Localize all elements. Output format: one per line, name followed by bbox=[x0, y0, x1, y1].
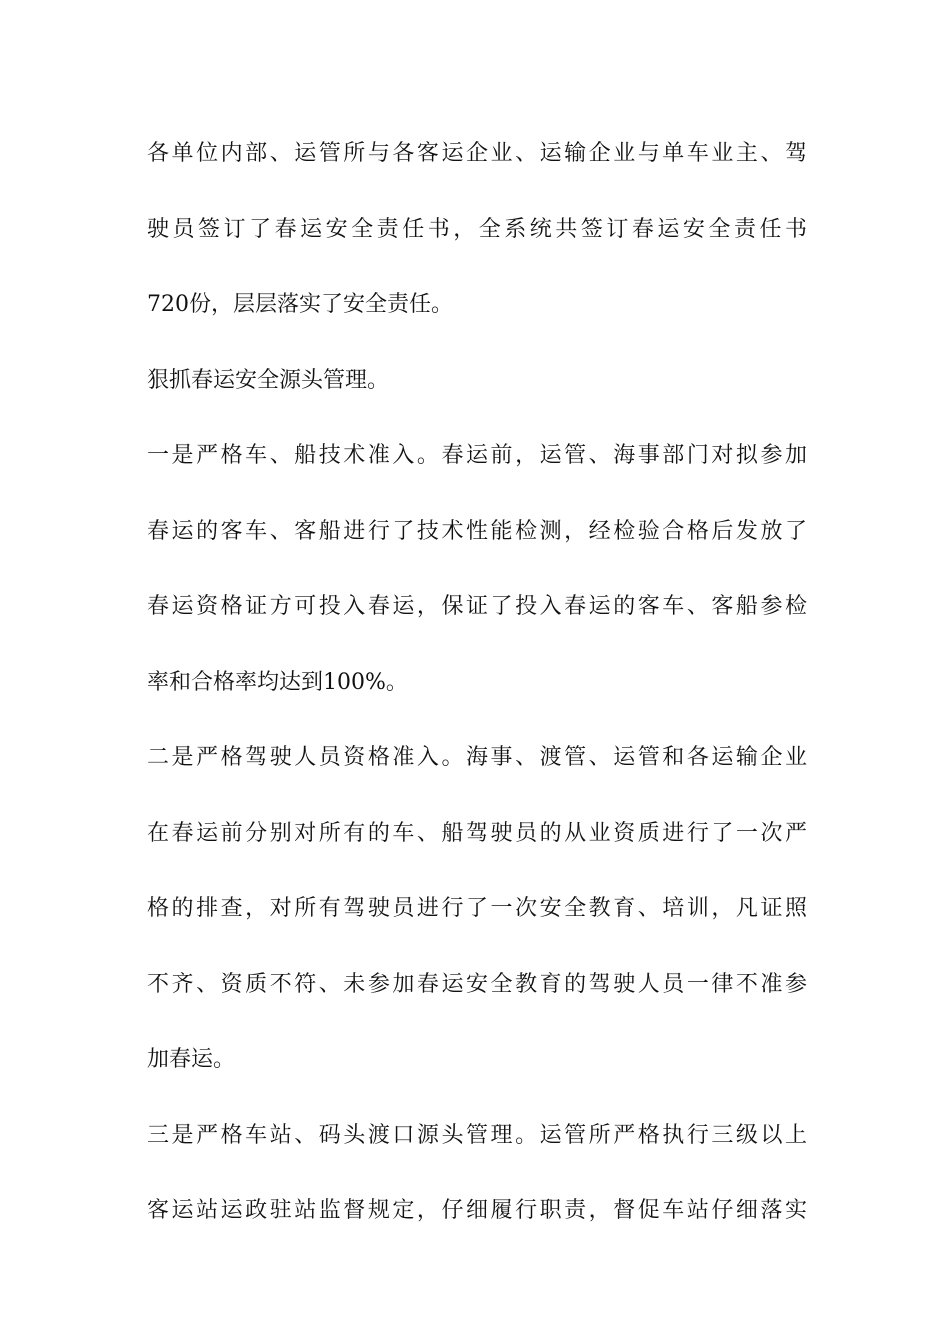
document-body bbox=[147, 132, 807, 1265]
paragraph-line: 720份，层层落实了安全责任。 bbox=[147, 292, 453, 317]
paragraph-line: 三是严格车站、码头渡口源头管理。运管所严格执行三级以上 bbox=[147, 1122, 807, 1148]
paragraph-line: 在春运前分别对所有的车、船驾驶员的从业资质进行了一次严 bbox=[147, 820, 807, 846]
paragraph-line: 一是严格车、船技术准入。春运前，运管、海事部门对拟参加 bbox=[147, 443, 807, 468]
paragraph-line: 率和合格率均达到100%。 bbox=[147, 669, 408, 695]
paragraph-line: 加春运。 bbox=[147, 1047, 236, 1072]
paragraph-line: 春运的客车、客船进行了技术性能检测，经检验合格后发放了 bbox=[147, 518, 807, 544]
paragraph-line: 格的排查，对所有驾驶员进行了一次安全教育、培训，凡证照 bbox=[147, 896, 807, 921]
section-heading: 狠抓春运安全源头管理。 bbox=[147, 367, 390, 393]
paragraph-line: 不齐、资质不符、未参加春运安全教育的驾驶人员一律不准参 bbox=[147, 971, 807, 997]
paragraph-line: 春运资格证方可投入春运，保证了投入春运的客车、客船参检 bbox=[147, 594, 807, 619]
paragraph-line: 驶员签订了春运安全责任书，全系统共签订春运安全责任书 bbox=[147, 216, 807, 242]
paragraph-line: 二是严格驾驶人员资格准入。海事、渡管、运管和各运输企业 bbox=[147, 745, 807, 770]
paragraph-line: 各单位内部、运管所与各客运企业、运输企业与单车业主、驾 bbox=[147, 141, 807, 166]
paragraph-line: 客运站运政驻站监督规定，仔细履行职责，督促车站仔细落实 bbox=[147, 1198, 807, 1223]
